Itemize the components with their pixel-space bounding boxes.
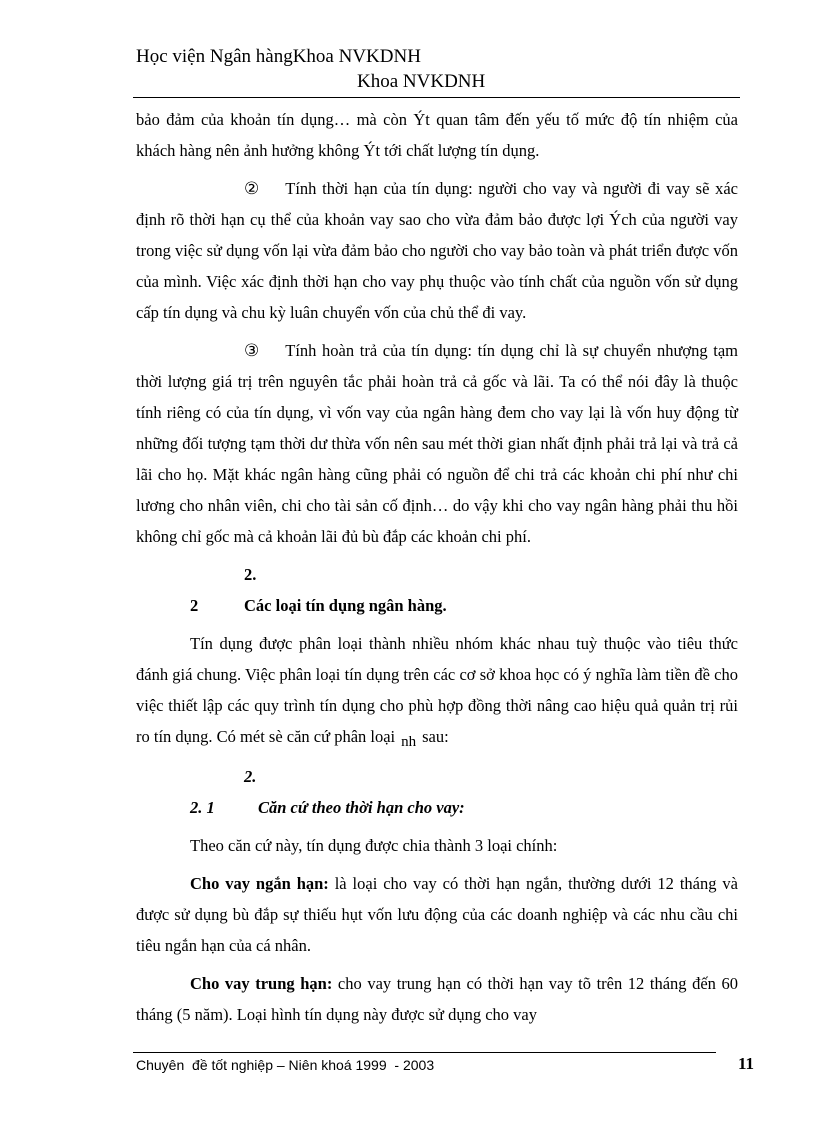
paragraph-4-subscript: nh bbox=[401, 734, 417, 750]
footer-text: Chuyên đề tốt nghiệp – Niên khoá 1999 - 2003 bbox=[136, 1057, 435, 1073]
subsection-title: Căn cứ theo thời hạn cho vay: bbox=[258, 798, 465, 817]
paragraph-4-end: sau: bbox=[422, 727, 449, 746]
section-heading-2-2-1 bbox=[136, 761, 738, 823]
term-medium-term-loan: Cho vay trung hạn: bbox=[190, 974, 333, 993]
footer-divider bbox=[133, 1052, 716, 1053]
paragraph-2 bbox=[136, 173, 738, 328]
paragraph-6 bbox=[136, 868, 738, 961]
paragraph-7-text: cho vay trung hạn có thời hạn vay tõ trên 12 tháng đến 60 tháng (5 năm). Loại hình tín dụng này được sử dụng cho vay bbox=[136, 974, 738, 1024]
circled-three-icon: ③ bbox=[244, 341, 260, 360]
circled-two-icon: ② bbox=[244, 179, 260, 198]
paragraph-3-text: Tính hoàn trả của tín dụng: tín dụng chỉ là sự chuyển nhượng tạm thời lượng giá trị trên nguyên tắc phải hoàn trả cả gốc và lãi. Ta có thể nói đây là thuộc tính riêng có của tín dụng, vì vốn vay của ngân hàng đem cho vay lại là vốn huy động từ những đối tượng tạm thời dư thừa vốn nên sau mét thời gian nhất định phải trả lại và trả cả lãi cho họ. Mặt khác ngân hàng cũng phải có nguồn để chi trả các khoản chi phí như chi lương cho nhân viên, chi cho tài sản cố định… do vậy khi cho vay ngân hàng phải thu hồi không chỉ gốc mà cả khoản lãi đủ bù đắp các khoản chi phí. bbox=[136, 341, 738, 546]
paragraph-2-text: Tính thời hạn của tín dụng: người cho vay và người đi vay sẽ xác định rõ thời hạn cụ thể của khoản vay sao cho vừa đảm bảo được lợi Ých của người vay trong việc sử dụng vốn lại vừa đảm bảo cho người cho vay bảo toàn và phát triển được vốn của mình. Việc xác định thời hạn cho vay phụ thuộc vào tính chất của nguồn vốn sử dụng cấp tín dụng và chu kỳ luân chuyển vốn của chủ thể đi vay. bbox=[136, 179, 738, 322]
subsection-number: 2. 2. 1 bbox=[190, 767, 257, 817]
section-number: 2. 2 bbox=[190, 565, 257, 615]
paragraph-4 bbox=[136, 628, 738, 754]
header-title-line2: Khoa NVKDNH bbox=[357, 71, 486, 92]
header-divider bbox=[133, 97, 740, 98]
header-title-line1: Học viện Ngân hàngKhoa NVKDNH bbox=[136, 46, 421, 67]
paragraph-7 bbox=[136, 968, 738, 1030]
paragraph-4-text: Tín dụng được phân loại thành nhiều nhóm khác nhau tuỳ thuộc vào tiêu thức đánh giá chung. Việc phân loại tín dụng trên các cơ sở khoa học có ý nghĩa làm tiền đề cho việc thiết lập các quy trình tín dụng cho phù hợp đồng thời nâng cao hiệu quả quản trị rủi ro tín dụng. Có mét sè căn cứ phân loại bbox=[136, 634, 738, 746]
page-number: 11 bbox=[738, 1054, 755, 1073]
term-short-term-loan: Cho vay ngắn hạn: bbox=[190, 874, 329, 893]
paragraph-6-text: là loại cho vay có thời hạn ngắn, thường dưới 12 tháng và được sử dụng bù đắp sự thiếu hụt vốn lưu động của các doanh nghiệp và các nhu cầu chi tiêu ngắn hạn của cá nhân. bbox=[136, 874, 738, 955]
paragraph-1: bảo đảm của khoản tín dụng… mà còn Ýt quan tâm đến yếu tố mức độ tín nhiệm của khách hàng nên ảnh hưởng không Ýt tới chất lượng tín dụng. bbox=[136, 110, 738, 160]
section-title: Các loại tín dụng ngân hàng. bbox=[244, 596, 447, 615]
section-heading-2-2 bbox=[136, 559, 738, 621]
document-body bbox=[136, 104, 738, 1030]
paragraph-3 bbox=[136, 335, 738, 552]
paragraph-5: Theo căn cứ này, tín dụng được chia thành 3 loại chính: bbox=[190, 836, 558, 855]
